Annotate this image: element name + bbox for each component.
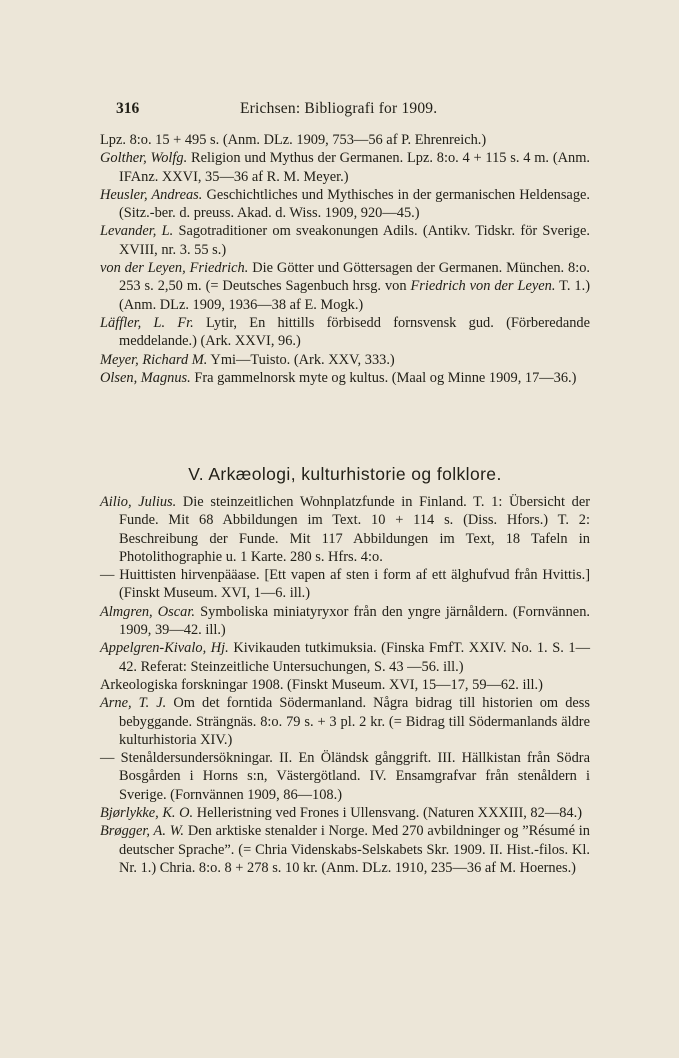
entries-myth-religion: [100, 131, 590, 387]
bibliography-entry: [100, 749, 590, 804]
entry-author: Golther, Wolfg.: [100, 150, 188, 167]
entry-text: Lytir, En hittills förbisedd fornsvensk gud. (Förberedande meddelande.) (Ark. XXVI, 96.): [119, 314, 591, 350]
entry-text: Kivikauden tutkimuksia. (Finska FmfT. XXIV. No. 1. S. 1—42. Referat: Steinzeitliche Untersuchungen, S. 43 —56. ill.): [119, 640, 590, 675]
entry-text: Arkeologiska forskningar 1908. (Finskt Museum. XVI, 15—17, 59—62. ill.): [100, 676, 543, 693]
bibliography-entry: [100, 822, 590, 877]
bibliography-entry: [100, 186, 590, 223]
bibliography-entry: [100, 369, 590, 387]
bibliography-entry: [100, 676, 590, 694]
bibliography-entry: [100, 222, 590, 259]
section-heading: V. Arkæologi, kulturhistorie og folklore.: [188, 464, 502, 484]
bibliography-entry: [100, 493, 590, 566]
bibliography-entry: [100, 566, 590, 603]
entry-text: — Huittisten hirvenpääase. [Ett vapen af sten i form af ett älghufvud från Hvittis.] (Finskt Museum. XVI, 1—6. ill.): [100, 567, 590, 602]
bibliography-entry: [100, 149, 590, 186]
running-title: Erichsen: Bibliografi for 1909.: [240, 100, 438, 117]
bibliography-entry: [100, 804, 590, 822]
entries-archaeology: [100, 493, 590, 877]
entry-author: Meyer, Richard M.: [100, 351, 208, 368]
entry-author: Friedrich von der Leyen.: [410, 278, 556, 295]
bibliography-entry: [100, 603, 590, 640]
bibliography-entry: [100, 131, 590, 149]
entry-text: Religion und Mythus der Germanen. Lpz. 8:o. 4 + 115 s. 4 m. (Anm. IFAnz. XXVI, 35—36 af R. M. Meyer.): [119, 150, 590, 185]
entry-author: Bjørlykke, K. O.: [100, 805, 194, 822]
entry-author: Almgren, Oscar.: [100, 603, 195, 620]
entry-author: Arne, T. J.: [100, 695, 167, 712]
entry-text: T. 1.) (Anm. DLz. 1909, 1936—38 af E. Mogk.): [119, 278, 590, 313]
entry-author: Brøgger, A. W.: [100, 823, 185, 840]
entry-text: Die steinzeitlichen Wohnplatzfunde in Finland. T. 1: Übersicht der Funde. Mit 68 Abbildungen im Text. 10 + 114 s. (Diss. Hfors.) T. 2: Beschreibung der Funde. Mit 117 Abbildungen im Text, 18 Tafeln in Photolithographie u. 1 Karte. 280 s. Hfrs. 4:o.: [119, 494, 591, 565]
entry-text: — Stenåldersundersökningar. II. En Öländsk gånggrift. III. Hällkistan från Södra Bosgården i Horns s:n, Västergötland. IV. Ensamgrafvar från stenåldern i Sverige. (Fornvännen 1909, 86—108.): [100, 750, 590, 803]
bibliography-entry: [100, 639, 590, 676]
bibliography-entry: [100, 694, 590, 749]
entry-text: Lpz. 8:o. 15 + 495 s. (Anm. DLz. 1909, 753—56 af P. Ehrenreich.): [100, 132, 487, 148]
entry-text: Ymi—Tuisto. (Ark. XXV, 333.): [207, 351, 395, 368]
entry-text: Die Götter und Göttersagen der Germanen. München. 8:o. 253 s. 2,50 m. (= Deutsches Sagenbuch hrsg. von: [119, 260, 590, 295]
entry-text: Den arktiske stenalder i Norge. Med 270 avbildninger og ”Résumé in deutscher Sprache”. (= Chria Videnskabs-Selskabets Skr. 1909. II. Hist.-filos. Kl. Nr. 1.) Chria. 8:o. 8 + 278 s. 10 kr. (Anm. DLz. 1910, 235—36 af M. Hoernes.): [119, 823, 590, 876]
entry-author: Läffler, L. Fr.: [100, 314, 194, 331]
entry-author: von der Leyen, Friedrich.: [100, 260, 249, 277]
bibliography-entry: [100, 351, 590, 369]
entry-author: Olsen, Magnus.: [100, 369, 191, 386]
entry-author: Heusler, Andreas.: [100, 186, 203, 203]
entry-author: Appelgren-Kivalo, Hj.: [100, 640, 229, 657]
entry-text: Geschichtliches und Mythisches in der germanischen Heldensage. (Sitz.-ber. d. preuss. Akad. d. Wiss. 1909, 920—45.): [119, 186, 590, 222]
entry-text: Om det forntida Södermanland. Några bidrag till historien om dess bebyggande. Strängnäs. 8:o. 79 s. + 3 pl. 2 kr. (= Bidrag till Södermanlands äldre kulturhistoria XIV.): [119, 695, 590, 748]
entry-text: Sagotraditioner om sveakonungen Adils. (Antikv. Tidskr. för Sverige. XVIII, nr. 3. 55 s.): [119, 223, 590, 258]
bibliography-entry: [100, 314, 590, 351]
entry-text: Helleristning ved Frones i Ullensvang. (Naturen XXXIII, 82—84.): [193, 805, 582, 822]
page-number: 316: [116, 100, 140, 117]
entry-author: Ailio, Julius.: [100, 494, 177, 510]
entry-text: Symboliska miniatyryxor från den yngre järnåldern. (Fornvännen. 1909, 39—42. ill.): [119, 603, 590, 639]
bibliography-entry: [100, 259, 590, 314]
entry-author: Levander, L.: [100, 223, 174, 240]
entry-text: Fra gammelnorsk myte og kultus. (Maal og Minne 1909, 17—36.): [190, 369, 577, 386]
